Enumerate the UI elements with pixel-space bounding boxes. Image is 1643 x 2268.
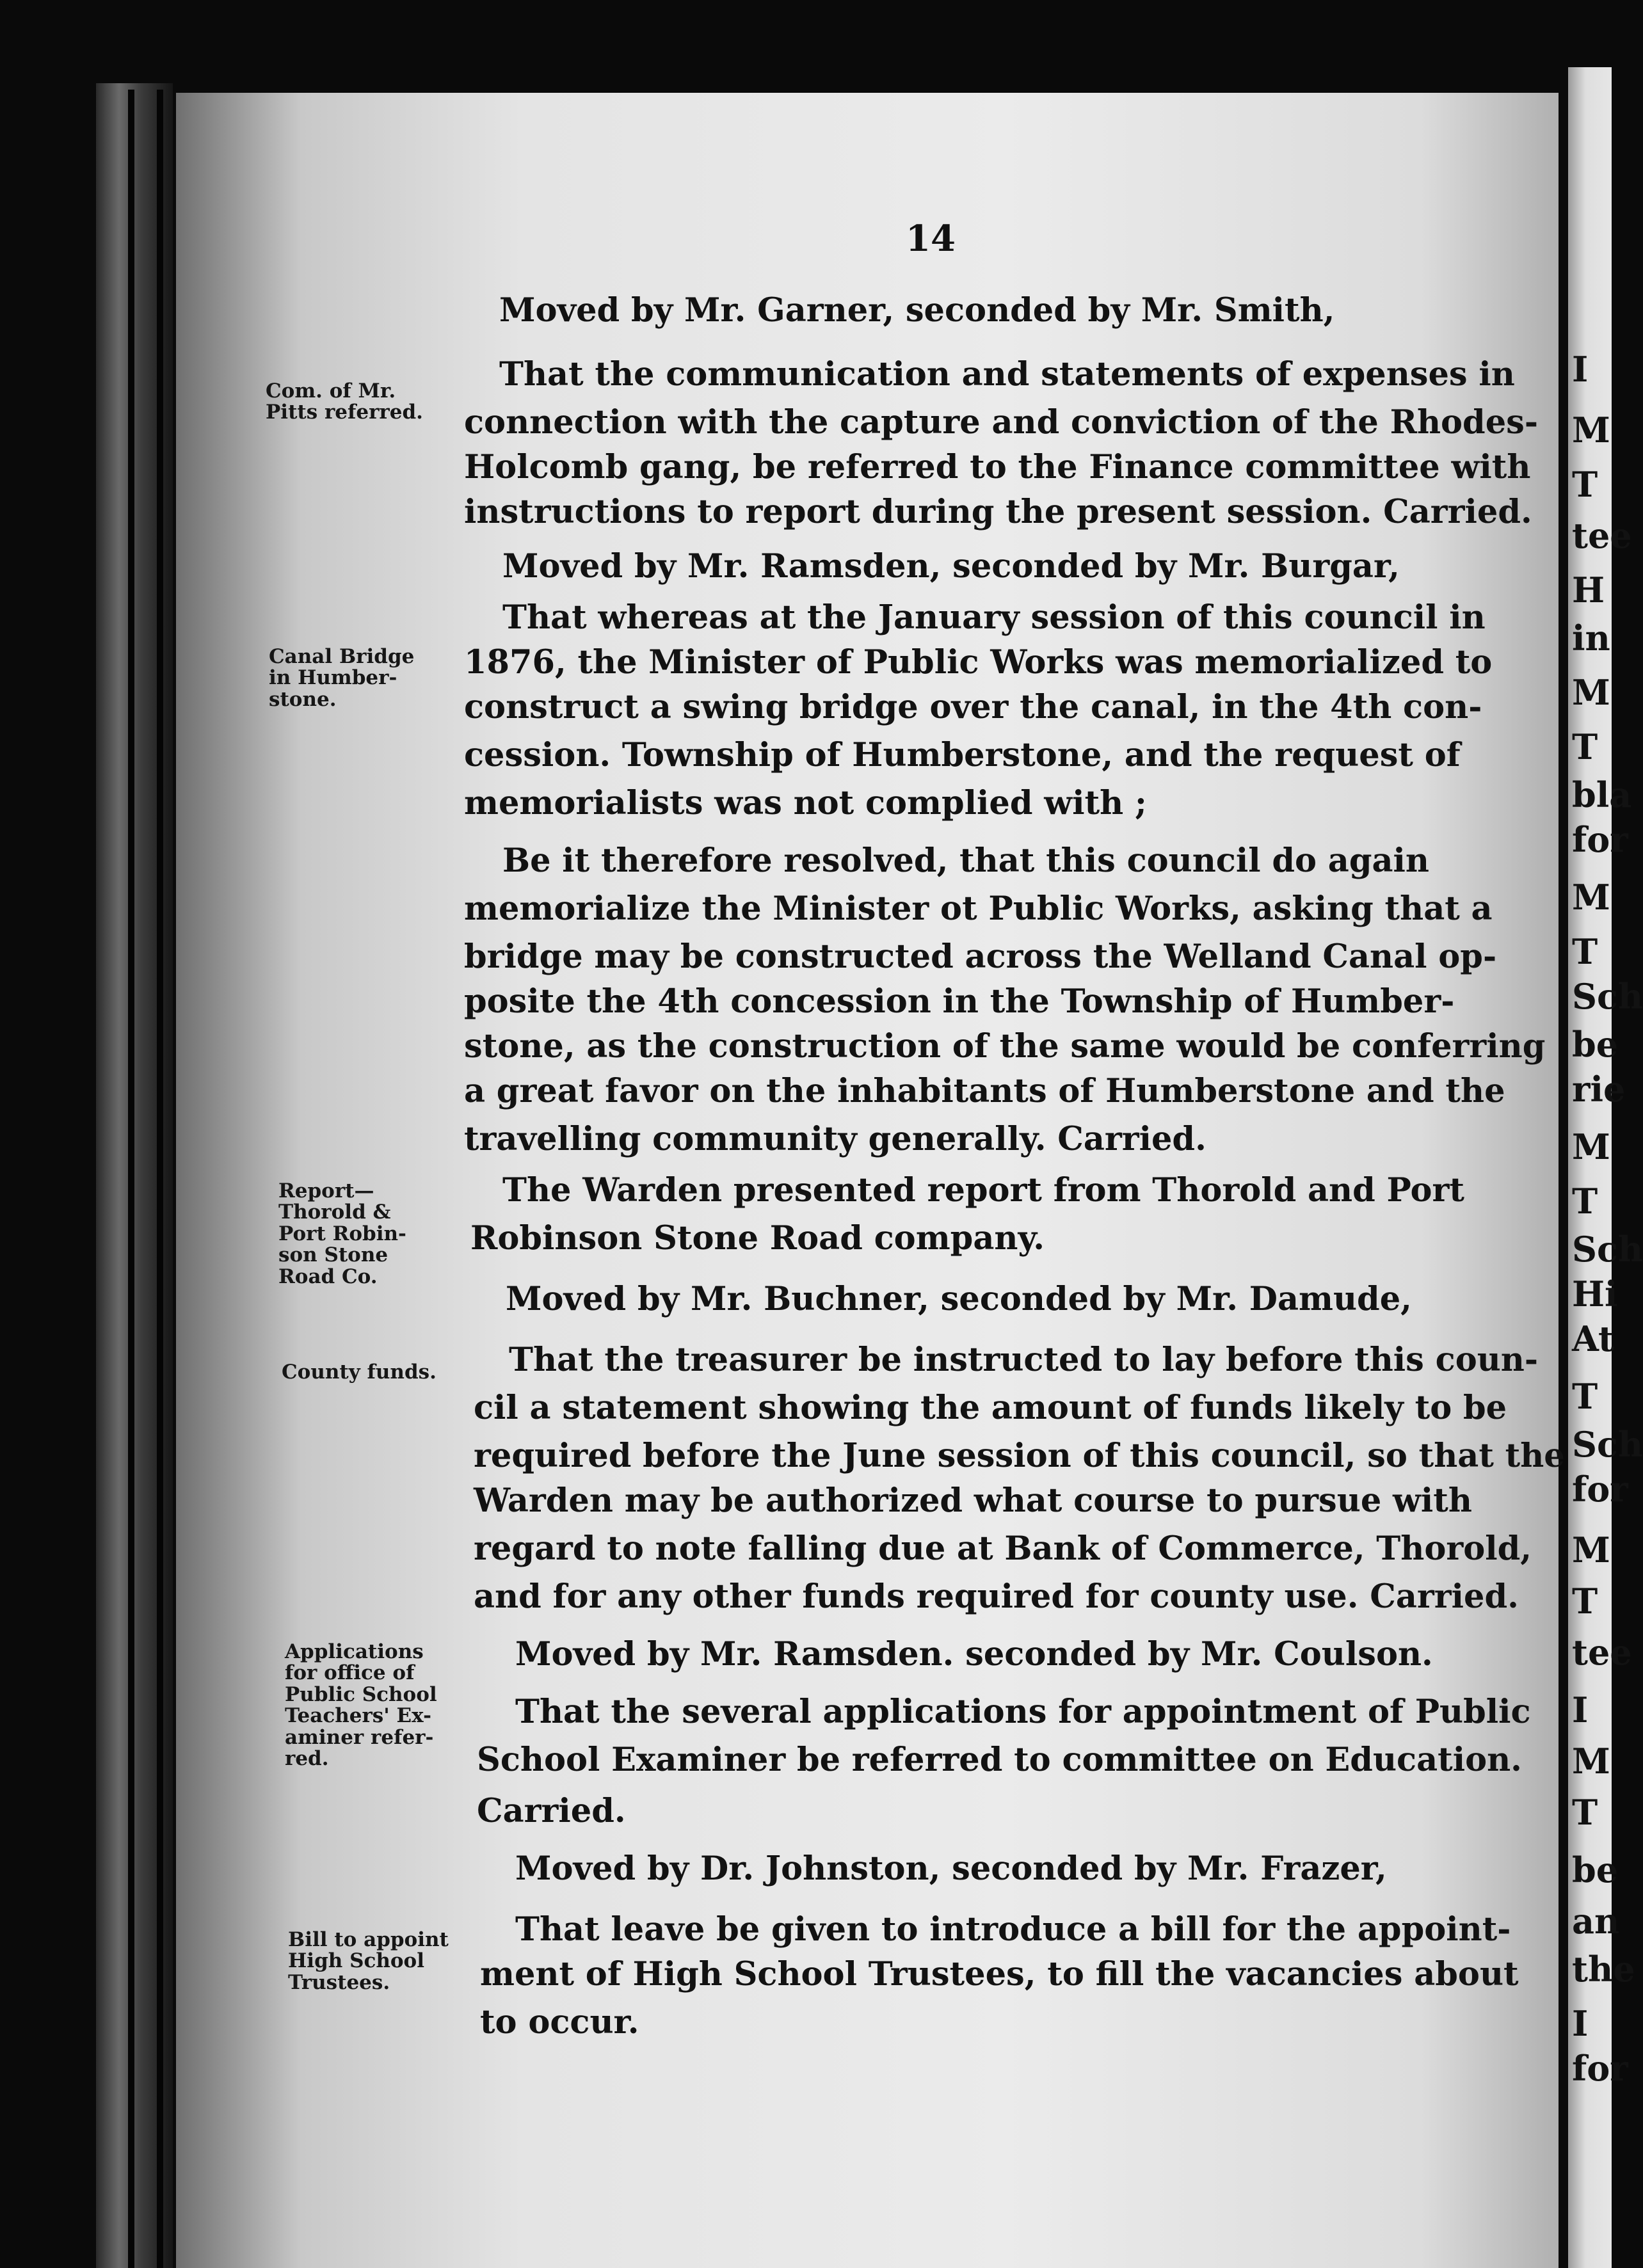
body-line: stone, as the construction of the same would be conferring: [464, 1027, 1546, 1066]
fragment: T: [1572, 464, 1598, 505]
body-line: That the several applications for appointment of Public: [515, 1693, 1531, 1731]
body-line: Holcomb gang, be referred to the Finance committee with: [464, 448, 1531, 486]
body-line: Robinson Stone Road company.: [470, 1219, 1045, 1258]
fragment: T: [1572, 1181, 1598, 1222]
fragment: M: [1572, 1529, 1610, 1570]
gutter-shadow-line: [128, 90, 134, 2268]
fragment: At: [1572, 1318, 1614, 1359]
margin-note-line: High School: [288, 1949, 425, 1973]
fragment: H: [1572, 570, 1605, 611]
body-line: and for any other funds required for county use. Carried.: [474, 1577, 1519, 1616]
body-line: Moved by Dr. Johnston, seconded by Mr. Frazer,: [515, 1849, 1387, 1888]
fragment: T: [1572, 1376, 1598, 1417]
fragment: Sch: [1572, 1229, 1643, 1270]
margin-note-line: aminer refer-: [285, 1725, 434, 1749]
margin-note-line: for office of: [285, 1661, 415, 1685]
adjacent-page-edge: [1568, 67, 1643, 2268]
margin-note-bill: [288, 1929, 480, 1993]
fragment: T: [1572, 1792, 1598, 1833]
margin-note-canal-bridge: [269, 646, 461, 710]
gutter-shadow-line: [157, 90, 163, 2268]
body-line: Carried.: [477, 1792, 626, 1830]
body-line: Be it therefore resolved, that this council do again: [502, 842, 1429, 880]
fragment: M: [1572, 672, 1610, 713]
fragment: Sch: [1572, 1424, 1643, 1465]
body-line: Moved by Mr. Buchner, seconded by Mr. Damude,: [506, 1280, 1412, 1318]
fragment: M: [1572, 1126, 1610, 1167]
fragment: T: [1572, 726, 1598, 767]
fragment: I: [1572, 1689, 1589, 1730]
margin-note-line: Canal Bridge: [269, 645, 415, 668]
body-line: Warden may be authorized what course to pursue with: [474, 1481, 1472, 1520]
body-line: required before the June session of this council, so that the: [474, 1437, 1565, 1475]
margin-note-line: Com. of Mr.: [266, 379, 396, 403]
body-line: School Examiner be referred to committee on Education.: [477, 1741, 1522, 1779]
body-line: That the treasurer be instructed to lay before this coun-: [509, 1341, 1539, 1379]
page-number: 14: [906, 218, 956, 260]
margin-note-line: Thorold &: [278, 1201, 391, 1224]
fragment: Sch: [1572, 976, 1643, 1017]
fragment: T: [1572, 931, 1598, 972]
margin-note-line: Bill to appoint: [288, 1928, 449, 1951]
margin-note-line: County funds.: [282, 1361, 437, 1384]
fragment: for: [1572, 2048, 1628, 2089]
margin-note-line: son Stone: [278, 1243, 389, 1267]
fragment: M: [1572, 1741, 1610, 1782]
body-line: The Warden presented report from Thorold and Port: [502, 1171, 1464, 1210]
body-line: That the communication and statements of expenses in: [499, 355, 1515, 394]
fragment: in: [1572, 618, 1610, 659]
margin-note-line: Trustees.: [288, 1970, 390, 1994]
margin-note-line: stone.: [269, 687, 337, 711]
fragment: for: [1572, 1469, 1628, 1510]
margin-note-line: in Humber-: [269, 666, 397, 690]
margin-note-line: Teachers' Ex-: [285, 1704, 431, 1728]
fragment: T: [1572, 1581, 1598, 1622]
margin-note-line: red.: [285, 1747, 329, 1771]
margin-note-line: Port Robin-: [278, 1222, 406, 1245]
body-line: construct a swing bridge over the canal, in the 4th con-: [464, 688, 1482, 726]
body-line: That whereas at the January session of this council in: [502, 598, 1486, 637]
body-line: bridge may be constructed across the Welland Canal op-: [464, 938, 1497, 976]
fragment: for: [1572, 819, 1628, 860]
body-line: cession. Township of Humberstone, and the request of: [464, 736, 1461, 774]
fragment: an: [1572, 1901, 1620, 1942]
margin-note-line: Pitts referred.: [266, 401, 423, 424]
fragment: be: [1572, 1024, 1619, 1065]
body-line: posite the 4th concession in the Township of Humber-: [464, 982, 1455, 1021]
fragment: M: [1572, 877, 1610, 918]
body-line: ment of High School Trustees, to fill the vacancies about: [480, 1955, 1519, 1993]
body-line: travelling community generally. Carried.: [464, 1120, 1206, 1158]
body-line: cil a statement showing the amount of funds likely to be: [474, 1389, 1507, 1427]
fragment: tee: [1572, 515, 1632, 556]
body-line: That leave be given to introduce a bill for the appoint-: [515, 1910, 1511, 1949]
body-line: memorialize the Minister ot Public Works, asking that a: [464, 890, 1493, 928]
body-line: Moved by Mr. Ramsden. seconded by Mr. Coulson.: [515, 1635, 1433, 1673]
margin-note-line: Report—: [278, 1179, 374, 1202]
margin-note-county-funds: [282, 1362, 474, 1383]
fragment: be: [1572, 1849, 1619, 1890]
fragment: tee: [1572, 1632, 1632, 1673]
fragment: bla: [1572, 774, 1632, 815]
body-line: to occur.: [480, 2003, 639, 2041]
body-line: connection with the capture and conviction of the Rhodes-: [464, 403, 1539, 442]
body-line: Moved by Mr. Ramsden, seconded by Mr. Burgar,: [502, 547, 1400, 586]
margin-note-applications: [285, 1641, 477, 1770]
body-line: a great favor on the inhabitants of Humberstone and the: [464, 1072, 1505, 1110]
margin-note-pitts: [266, 381, 458, 424]
body-line: 1876, the Minister of Public Works was memorialized to: [464, 643, 1493, 682]
fragment: the: [1572, 1949, 1635, 1990]
fragment: I: [1572, 349, 1589, 390]
fragment: I: [1572, 2003, 1589, 2044]
margin-note-line: Applications: [285, 1640, 424, 1663]
margin-note-line: Road Co.: [278, 1265, 378, 1288]
body-line: instructions to report during the present session. Carried.: [464, 493, 1532, 531]
body-line: regard to note falling due at Bank of Commerce, Thorold,: [474, 1529, 1532, 1568]
fragment: M: [1572, 410, 1610, 451]
margin-note-report: [278, 1181, 470, 1288]
body-line: memorialists was not complied with ;: [464, 784, 1147, 822]
body-line: Moved by Mr. Garner, seconded by Mr. Smith,: [499, 291, 1335, 330]
fragment: rie: [1572, 1069, 1626, 1110]
fragment: Hi: [1572, 1274, 1618, 1314]
margin-note-line: Public School: [285, 1682, 437, 1706]
